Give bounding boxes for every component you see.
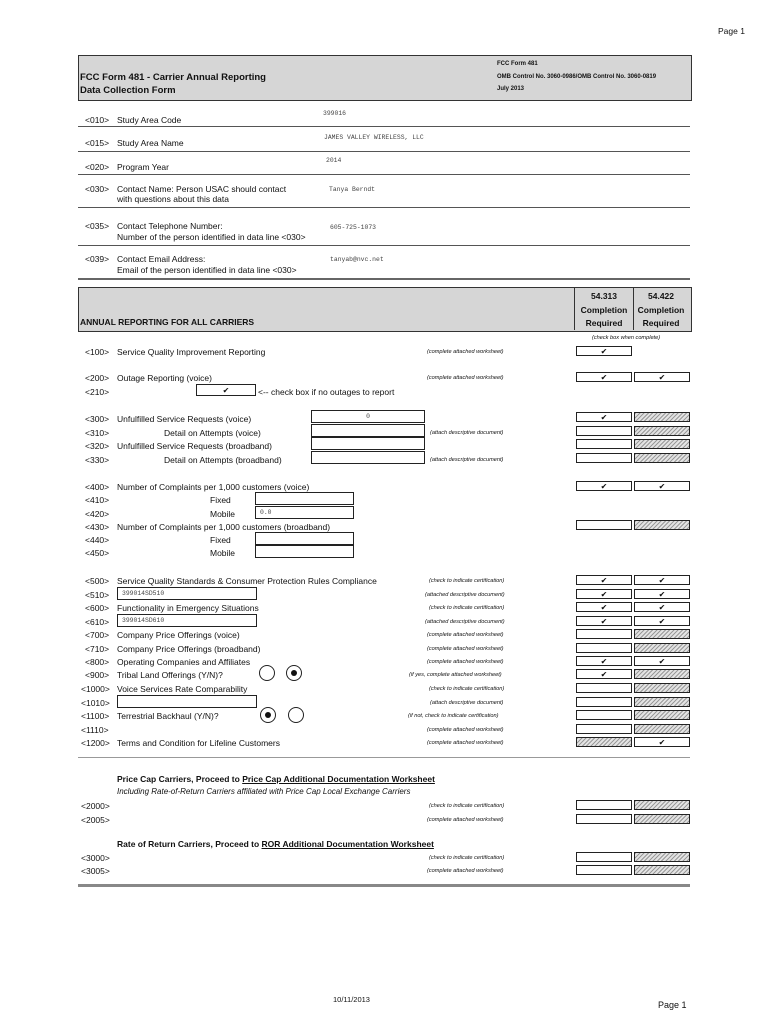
row-code: <100> — [85, 347, 110, 357]
hatched-330-54422 — [634, 453, 690, 463]
hatched-1000-54422 — [634, 683, 690, 693]
checkbox-2000-54313[interactable] — [576, 800, 632, 810]
row-code: <800> — [85, 657, 110, 667]
row-code: <2005> — [81, 815, 110, 825]
row-code: <200> — [85, 373, 110, 383]
checkbox-430-54313[interactable] — [576, 520, 632, 530]
row-label: Unfulfilled Service Requests (broadband) — [117, 441, 272, 451]
field-code: <035> — [85, 221, 110, 231]
row-code: <410> — [85, 495, 110, 505]
form-title: FCC Form 481 - Carrier Annual Reporting — [80, 72, 266, 83]
row-code: <1200> — [81, 738, 110, 748]
input-300[interactable]: 0 — [311, 410, 425, 423]
form-date: July 2013 — [497, 86, 525, 92]
row-label: Fixed — [210, 495, 231, 505]
checkbox-320-54313[interactable] — [576, 439, 632, 449]
row-note: (attached descriptive document) — [425, 619, 505, 625]
ror-worksheet-link[interactable]: ROR Additional Documentation Worksheet — [261, 839, 434, 849]
checkbox-800-54422[interactable]: ✔ — [634, 656, 690, 666]
row-label: Number of Complaints per 1,000 customers (voice) — [117, 482, 310, 492]
row-code: <300> — [85, 414, 110, 424]
checkbox-330-54313[interactable] — [576, 453, 632, 463]
col-54313-header: 54.313 Completion Required — [574, 287, 634, 330]
checkbox-900-54313[interactable]: ✔ — [576, 669, 632, 679]
row-code: <1010> — [81, 698, 110, 708]
field-label: Study Area Name — [117, 138, 184, 148]
row-code: <700> — [85, 630, 110, 640]
row-label: Company Price Offerings (broadband) — [117, 644, 261, 654]
hatched-900-54422 — [634, 669, 690, 679]
checkbox-400-54313[interactable]: ✔ — [576, 481, 632, 491]
input-420[interactable]: 0.0 — [255, 506, 354, 519]
row-code: <310> — [85, 428, 110, 438]
row-code: <450> — [85, 548, 110, 558]
row-code: <430> — [85, 522, 110, 532]
checkbox-1010-54313[interactable] — [576, 697, 632, 707]
row-code: <1100> — [81, 711, 110, 721]
price-cap-heading: Price Cap Carriers, Proceed to Price Cap Additional Documentation Worksheet — [117, 774, 435, 784]
row-note: (attached descriptive document) — [425, 592, 505, 598]
radio-1100-no[interactable] — [288, 707, 304, 723]
hatched-3000-54422 — [634, 852, 690, 862]
row-code: <210> — [85, 387, 110, 397]
checkbox-1110-54313[interactable] — [576, 724, 632, 734]
field-code: <010> — [85, 115, 110, 125]
row-label: Mobile — [210, 548, 236, 558]
radio-900-no[interactable] — [286, 665, 302, 681]
row-label: Company Price Offerings (voice) — [117, 630, 240, 640]
checkbox-400-54422[interactable]: ✔ — [634, 481, 690, 491]
hatched-1110-54422 — [634, 724, 690, 734]
page-label-top: Page 1 — [718, 26, 745, 36]
row-code: <900> — [85, 670, 110, 680]
hatched-710-54422 — [634, 643, 690, 653]
footer-date: 10/11/2013 — [333, 995, 370, 1004]
row-note: (complete attached worksheet) — [427, 868, 504, 874]
field-label: Contact Telephone Number: — [117, 221, 223, 231]
ror-heading: Rate of Return Carriers, Proceed to ROR Additional Documentation Worksheet — [117, 839, 434, 849]
checkbox-2005-54313[interactable] — [576, 814, 632, 824]
hatched-430-54422 — [634, 520, 690, 530]
row-code: <2000> — [81, 801, 110, 811]
field-label: Contact Name: Person USAC should contact — [117, 184, 287, 194]
checkbox-800-54313[interactable]: ✔ — [576, 656, 632, 666]
footer-page: Page 1 — [658, 1000, 687, 1010]
checkbox-3005-54313[interactable] — [576, 865, 632, 875]
input-320[interactable] — [311, 437, 425, 450]
row-note: (complete attached worksheet) — [427, 659, 504, 665]
checkbox-200-54313[interactable]: ✔ — [576, 372, 632, 382]
row-label: Detail on Attempts (broadband) — [164, 455, 282, 465]
checkbox-610-54422[interactable]: ✔ — [634, 616, 690, 626]
checkbox-100-54313[interactable]: ✔ — [576, 346, 632, 356]
program-year-value[interactable]: 2014 — [326, 157, 342, 164]
checkbox-600-54313[interactable]: ✔ — [576, 602, 632, 612]
field-label: Contact Email Address: — [117, 254, 206, 264]
input-410[interactable] — [255, 492, 354, 505]
row-note: (complete attached worksheet) — [427, 632, 504, 638]
row-label: Voice Services Rate Comparability — [117, 684, 248, 694]
omb-control: OMB Control No. 3060-0986/OMB Control No. 3060-0819 — [497, 74, 657, 80]
checkbox-600-54422[interactable]: ✔ — [634, 602, 690, 612]
row-label: Number of Complaints per 1,000 customers (broadband) — [117, 522, 331, 532]
checkbox-510-54313[interactable]: ✔ — [576, 589, 632, 599]
row-label: Terms and Condition for Lifeline Customers — [117, 738, 280, 748]
row-label: Unfulfilled Service Requests (voice) — [117, 414, 252, 424]
row-note: (attach descriptive document) — [430, 457, 504, 463]
row-label: Outage Reporting (voice) — [117, 373, 212, 383]
section-title: ANNUAL REPORTING FOR ALL CARRIERS — [80, 317, 255, 327]
row-code: <500> — [85, 576, 110, 586]
hatched-1200-54313 — [576, 737, 632, 747]
row-note: (check to indicate certification) — [429, 855, 505, 861]
contact-email-value[interactable]: tanyab@nvc.net — [330, 256, 384, 263]
input-450[interactable] — [255, 545, 354, 558]
checkbox-500-54313[interactable]: ✔ — [576, 575, 632, 585]
row-label: Functionality in Emergency Situations — [117, 603, 259, 613]
row-note: (complete attached worksheet) — [427, 375, 504, 381]
row-label: Operating Companies and Affiliates — [117, 657, 251, 667]
field-label-2: Number of the person identified in data line <030> — [117, 232, 306, 242]
input-610[interactable]: 399014SD610 — [117, 614, 257, 627]
row-code: <320> — [85, 441, 110, 451]
field-label-2: Email of the person identified in data line <030> — [117, 265, 297, 275]
checkbox-510-54422[interactable]: ✔ — [634, 589, 690, 599]
price-cap-worksheet-link[interactable]: Price Cap Additional Documentation Worksheet — [242, 774, 435, 784]
price-cap-sub: Including Rate-of-Return Carriers affiliated with Price Cap Local Exchange Carriers — [117, 787, 411, 796]
row-note: (check to indicate certification) — [429, 686, 505, 692]
input-440[interactable] — [255, 532, 354, 545]
checkbox-310-54313[interactable] — [576, 426, 632, 436]
field-label: Study Area Code — [117, 115, 182, 125]
row-label: Terrestrial Backhaul (Y/N)? — [117, 711, 219, 721]
row-code: <710> — [85, 644, 110, 654]
field-code: <020> — [85, 162, 110, 172]
hatched-310-54422 — [634, 426, 690, 436]
row-code: <1110> — [81, 725, 109, 735]
row-note: (complete attached worksheet) — [427, 817, 504, 823]
row-code: <400> — [85, 482, 110, 492]
no-outages-note: <-- check box if no outages to report — [258, 387, 395, 397]
row-code: <330> — [85, 455, 110, 465]
row-label: Detail on Attempts (voice) — [164, 428, 261, 438]
checkbox-710-54313[interactable] — [576, 643, 632, 653]
hatched-300-54422 — [634, 412, 690, 422]
field-label: Program Year — [117, 162, 169, 172]
row-note: (check to indicate certification) — [429, 605, 505, 611]
row-note: (complete attached worksheet) — [427, 740, 504, 746]
input-1010[interactable] — [117, 695, 257, 708]
row-code: <3000> — [81, 853, 110, 863]
checkbox-1200-54422[interactable]: ✔ — [634, 737, 690, 747]
hatched-1100-54422 — [634, 710, 690, 720]
row-code: <600> — [85, 603, 110, 613]
contact-name-value[interactable]: Tanya Berndt — [329, 186, 376, 193]
checkbox-610-54313[interactable]: ✔ — [576, 616, 632, 626]
hatched-2000-54422 — [634, 800, 690, 810]
row-label: Fixed — [210, 535, 231, 545]
row-code: <510> — [85, 590, 110, 600]
radio-1100-yes[interactable] — [260, 707, 276, 723]
input-330[interactable] — [311, 451, 425, 464]
hatched-1010-54422 — [634, 697, 690, 707]
hatched-2005-54422 — [634, 814, 690, 824]
field-code: <039> — [85, 254, 110, 264]
contact-phone-value[interactable]: 605-725-1073 — [330, 224, 377, 231]
radio-900-yes[interactable] — [259, 665, 275, 681]
row-label: Service Quality Standards & Consumer Protection Rules Compliance — [117, 576, 377, 586]
study-area-name-value[interactable]: JAMES VALLEY WIRELESS, LLC — [324, 134, 424, 141]
row-note: (complete attached worksheet) — [427, 727, 504, 733]
checkbox-200-54422[interactable]: ✔ — [634, 372, 690, 382]
row-label: Service Quality Improvement Reporting — [117, 347, 266, 357]
hatched-700-54422 — [634, 629, 690, 639]
row-note: (check to indicate certification) — [429, 803, 505, 809]
input-310[interactable] — [311, 424, 425, 437]
form-name: FCC Form 481 — [497, 61, 538, 67]
form-subtitle: Data Collection Form — [80, 85, 176, 96]
no-outages-checkbox[interactable]: ✔ — [196, 384, 256, 396]
field-code: <015> — [85, 138, 110, 148]
check-note: (check box when complete) — [592, 335, 661, 341]
row-note: (if not, check to indicate certification) — [408, 713, 499, 719]
checkbox-300-54313[interactable]: ✔ — [576, 412, 632, 422]
hatched-320-54422 — [634, 439, 690, 449]
col-54422-header: 54.422 Completion Required — [637, 291, 685, 328]
row-note: (if yes, complete attached worksheet) — [409, 672, 502, 678]
row-note: (complete attached worksheet) — [427, 646, 504, 652]
hatched-3005-54422 — [634, 865, 690, 875]
row-label: Tribal Land Offerings (Y/N)? — [117, 670, 223, 680]
input-510[interactable]: 399014SD510 — [117, 587, 257, 600]
field-label-2: with questions about this data — [117, 194, 229, 204]
field-code: <030> — [85, 184, 110, 194]
row-code: <3005> — [81, 866, 110, 876]
row-code: <440> — [85, 535, 110, 545]
checkbox-1000-54313[interactable] — [576, 683, 632, 693]
row-note: (attach descriptive document) — [430, 430, 504, 436]
row-code: <420> — [85, 509, 110, 519]
checkbox-700-54313[interactable] — [576, 629, 632, 639]
checkbox-1100-54313[interactable] — [576, 710, 632, 720]
row-note: (check to indicate certification) — [429, 578, 505, 584]
checkbox-3000-54313[interactable] — [576, 852, 632, 862]
checkbox-500-54422[interactable]: ✔ — [634, 575, 690, 585]
row-code: <1000> — [81, 684, 110, 694]
row-label: Mobile — [210, 509, 236, 519]
row-code: <610> — [85, 617, 110, 627]
study-area-code-value[interactable]: 399016 — [323, 110, 347, 117]
row-note: (complete attached worksheet) — [427, 349, 504, 355]
row-note: (attach descriptive document) — [430, 700, 504, 706]
